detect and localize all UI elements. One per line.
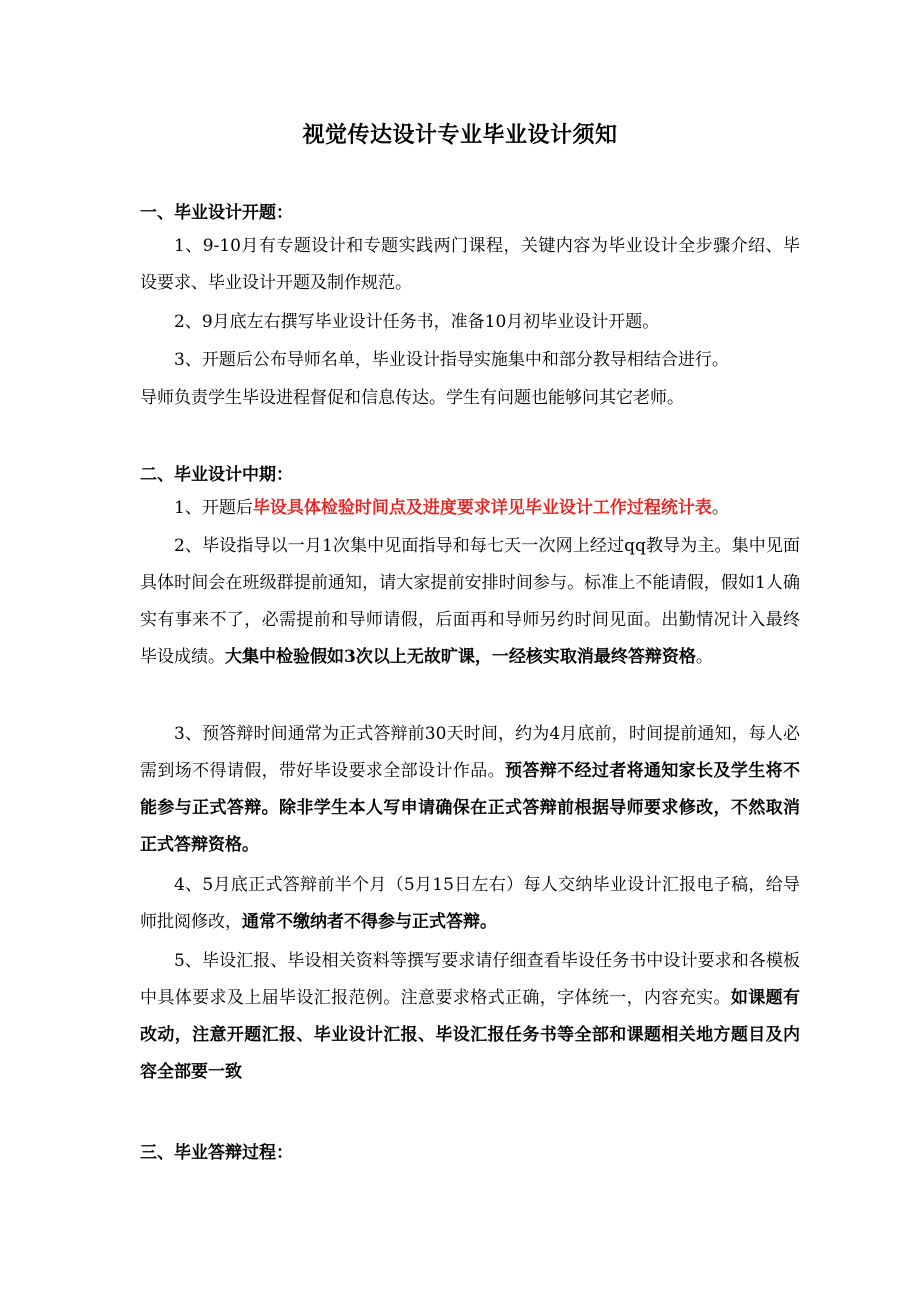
page-title: 视觉传达设计专业毕业设计须知 [302,122,618,148]
section2-p4-bold: 通常不缴纳者不得参与正式答辩。 [242,912,497,932]
section1-paragraph-3-line-2: 导师负责学生毕设进程督促和信息传达。学生有问题也能够问其它老师。 [140,388,684,408]
section2-paragraph-1 [140,490,800,527]
section2-heading: 二、毕业设计中期： [140,465,293,485]
section2-p4-text: 4、5月底正式答辩前半个月（5月15日左右）每人交纳毕业设计汇报电子稿，给导师批阅修改， [140,875,800,932]
section2-p1-red-highlight: 毕设具体检验时间点及进度要求详见毕业设计工作过程统计表 [252,498,712,518]
section2-paragraph-5 [140,943,800,1091]
section1-paragraph-2: 2、9月底左右撰写毕业设计任务书，准备10月初毕业设计开题。 [174,312,660,332]
section2-paragraph-2 [140,528,800,676]
section2-p1-end: 。 [711,498,729,518]
section2-p2-text: 2、毕设指导以一月1次集中见面指导和每七天一次网上经过qq教导为主。集中见面具体时间会在班级群提前通知，请大家提前安排时间参与。标准上不能请假，假如1人确实有事来不了，必需提前和导师请假，后面再和导师另约时间见面。出勤情况计入最终毕设成绩。 [140,536,800,667]
section2-p2-bold: 大集中检验假如3次以上无故旷课，一经核实取消最终答辩资格 [225,647,696,667]
section1-paragraph-3-line-1: 3、开题后公布导师名单，毕业设计指导实施集中和部分教导相结合进行。 [174,350,729,370]
section2-p2-end: 。 [695,647,713,667]
section2-paragraph-3 [140,716,800,864]
section1-paragraph-1: 1、9-10月有专题设计和专题实践两门课程，关键内容为毕业设计全步骤介绍、毕设要求、毕业设计开题及制作规范。 [140,236,800,293]
section2-p5-text: 5、毕设汇报、毕设相关资料等撰写要求请仔细查看毕设任务书中设计要求和各模板中具体要求及上届毕设汇报范例。注意要求格式正确，字体统一，内容充实。 [140,951,800,1008]
section2-p3-text: 3、预答辩时间通常为正式答辩前30天时间，约为4月底前，时间提前通知，每人必需到场不得请假，带好毕设要求全部设计作品。 [140,724,800,781]
section2-paragraph-4 [140,867,800,941]
section3-heading: 三、毕业答辩过程： [140,1143,293,1163]
section2-p3-bold: 预答辩不经过者将通知家长及学生将不能参与正式答辩。除非学生本人写申请确保在正式答辩前根据导师要求修改，不然取消正式答辩资格。 [140,761,801,855]
section1-heading: 一、毕业设计开题： [140,203,293,223]
section2-p1-text: 1、开题后 [174,498,253,518]
section2-p5-bold: 如课题有改动，注意开题汇报、毕业设计汇报、毕设汇报任务书等全部和课题相关地方题目及内容全部要一致 [140,988,801,1082]
